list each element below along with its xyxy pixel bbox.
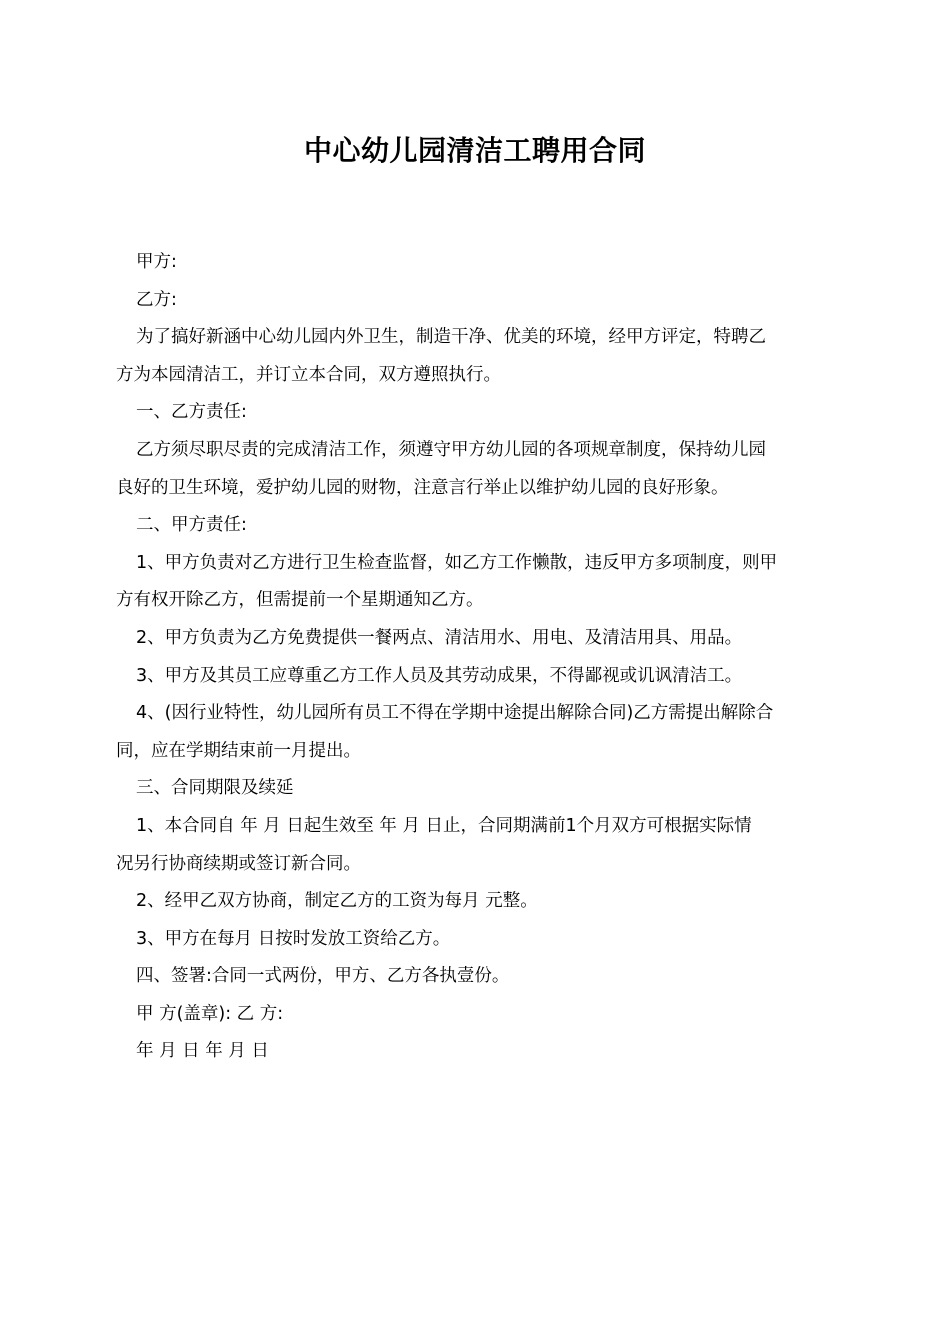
section-heading-term: 三、合同期限及续延	[136, 778, 294, 799]
section-heading-party-a-duties: 二、甲方责任:	[136, 515, 247, 536]
party-a-clause-1-line-1: 1、甲方负责对乙方进行卫生检查监督，如乙方工作懒散，违反甲方多项制度，则甲	[136, 552, 778, 573]
party-a-clause-4-line-1: 4、(因行业特性，幼儿园所有员工不得在学期中途提出解除合同)乙方需提出解除合	[136, 703, 774, 724]
document-title: 中心幼儿园清洁工聘用合同	[303, 134, 646, 167]
document-body	[116, 244, 838, 1071]
preamble-line-2: 方为本园清洁工，并订立本合同，双方遵照执行。	[116, 364, 501, 385]
preamble-line-1: 为了搞好新涵中心幼儿园内外卫生，制造干净、优美的环境，经甲方评定，特聘乙	[136, 327, 766, 348]
party-b-duties-line-1: 乙方须尽职尽责的完成清洁工作，须遵守甲方幼儿园的各项规章制度，保持幼儿园	[136, 439, 766, 460]
party-a-line: 甲方:	[136, 252, 177, 272]
section-heading-party-b-duties: 一、乙方责任:	[136, 402, 247, 423]
party-a-clause-3: 3、甲方及其员工应尊重乙方工作人员及其劳动成果，不得鄙视或讥讽清洁工。	[136, 665, 743, 686]
section-heading-signing: 四、签署:合同一式两份，甲方、乙方各执壹份。	[136, 966, 510, 987]
term-clause-1-line-1: 1、本合同自 年 月 日起生效至 年 月 日止，合同期满前1个月双方可根据实际情	[136, 815, 752, 836]
term-clause-1-line-2: 况另行协商续期或签订新合同。	[116, 853, 361, 874]
date-line: 年 月 日 年 月 日	[136, 1041, 269, 1062]
signature-line: 甲 方(盖章): 乙 方:	[136, 1003, 284, 1024]
party-a-clause-1-line-2: 方有权开除乙方，但需提前一个星期通知乙方。	[116, 590, 484, 611]
term-clause-2: 2、经甲乙双方协商，制定乙方的工资为每月 元整。	[136, 891, 538, 912]
party-b-line: 乙方:	[136, 289, 177, 310]
term-clause-3: 3、甲方在每月 日按时发放工资给乙方。	[136, 928, 451, 949]
party-b-duties-line-2: 良好的卫生环境，爱护幼儿园的财物，注意言行举止以维护幼儿园的良好形象。	[116, 477, 729, 498]
party-a-clause-4-line-2: 同，应在学期结束前一月提出。	[116, 740, 361, 761]
party-a-clause-2: 2、甲方负责为乙方免费提供一餐两点、清洁用水、用电、及清洁用具、用品。	[136, 627, 743, 648]
